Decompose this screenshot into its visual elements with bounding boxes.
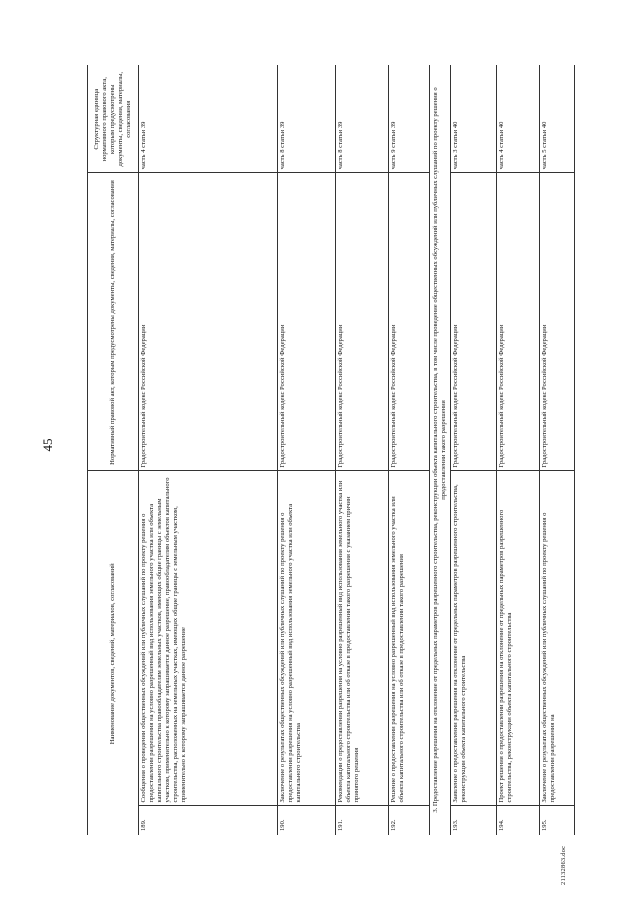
section-row <box>430 65 451 835</box>
table-row <box>451 65 497 835</box>
row-normative-act: Градостроительный кодекс Российской Федерации <box>389 173 430 471</box>
table-row <box>540 65 575 835</box>
row-document-name: Сообщения о проведении общественных обсуждений или публичных слушаний по проекту решения о предоставлении разрешения на условно разрешенный вид использования земельного участка или объекта капитального строительства правообладателям земельных участков, имеющих общие границы с земельным участком, применительно к которому запрашивается данное разрешение, правообладателям объектов капитального строительства, расположенных на земельных участках, имеющих общие границы с земельным участком, применительно к которому запрашивается данное разрешение <box>139 471 278 806</box>
row-number: 194. <box>497 806 540 835</box>
row-structural-unit: часть 9 статьи 39 <box>389 65 430 173</box>
page-number: 45 <box>40 438 55 452</box>
header-structural-unit: Структурная единица нормативного правового акта, которым предусмотрены документы, сведения, материалы, согласования <box>88 65 139 173</box>
row-document-name: Проект решения о предоставлении разрешения на отклонение от предельных параметров разрешенного строительства, реконструкции объекта капитального строительства <box>497 471 540 806</box>
table-row <box>497 65 540 835</box>
row-structural-unit: часть 5 статьи 40 <box>540 65 575 173</box>
table-row <box>336 65 389 835</box>
row-document-name: Решение о предоставлении разрешения на условно разрешенный вид использования земельного участка или объекта капитального строительства или об отказе в предоставлении такого разрешения <box>389 471 430 806</box>
table-row <box>278 65 336 835</box>
row-number: 195. <box>540 806 575 835</box>
row-number: 192. <box>389 806 430 835</box>
row-normative-act: Градостроительный кодекс Российской Федерации <box>540 173 575 471</box>
row-document-name: Заключение о результатах общественных обсуждений или публичных слушаний по проекту решения о предоставлении разрешения на условно разрешенный вид использования земельного участка или объекта капитального строительства <box>278 471 336 806</box>
row-number: 191. <box>336 806 389 835</box>
row-normative-act: Градостроительный кодекс Российской Федерации <box>451 173 497 471</box>
table-row <box>389 65 430 835</box>
row-normative-act: Градостроительный кодекс Российской Федерации <box>278 173 336 471</box>
document-file-code: 21132863.doc <box>560 845 567 885</box>
documents-table <box>87 65 575 835</box>
row-number: 193. <box>451 806 497 835</box>
row-structural-unit: часть 4 статьи 40 <box>497 65 540 173</box>
row-normative-act: Градостроительный кодекс Российской Федерации <box>497 173 540 471</box>
table-header-row <box>88 65 139 835</box>
row-number: 189. <box>139 806 278 835</box>
row-normative-act: Градостроительный кодекс Российской Федерации <box>336 173 389 471</box>
row-document-name: Рекомендации о предоставлении разрешения на условно разрешенный вид использования земельного участка или объекта капитального строительства или об отказе в предоставлении такого разрешения с указанием причин принятого решения <box>336 471 389 806</box>
header-document-name: Наименование документов, сведений, материалов, согласований <box>88 471 139 835</box>
row-structural-unit: часть 8 статьи 39 <box>336 65 389 173</box>
row-structural-unit: часть 4 статьи 39 <box>139 65 278 173</box>
table-row <box>139 65 278 835</box>
row-document-name: Заключение о результатах общественных обсуждений или публичных слушаний по проекту решения о предоставлении разрешения на <box>540 471 575 806</box>
section-heading: 3. Предоставление разрешения на отклонение от предельных параметров разрешенного строительства, реконструкции объекта капитального строительства, в том числе проведение общественных обсуждений или публичных слушаний по проекту решения о предоставлении такого разрешения <box>430 65 451 835</box>
row-normative-act: Градостроительный кодекс Российской Федерации <box>139 173 278 471</box>
row-structural-unit: часть 3 статьи 40 <box>451 65 497 173</box>
row-number: 190. <box>278 806 336 835</box>
row-document-name: Заявление о предоставлении разрешения на отклонение от предельных параметров разрешенного строительства, реконструкции объекта капитального строительства <box>451 471 497 806</box>
row-structural-unit: часть 8 статьи 39 <box>278 65 336 173</box>
header-normative-act: Нормативный правовой акт, которым предусмотрены документы, сведения, материалы, согласования <box>88 173 139 471</box>
